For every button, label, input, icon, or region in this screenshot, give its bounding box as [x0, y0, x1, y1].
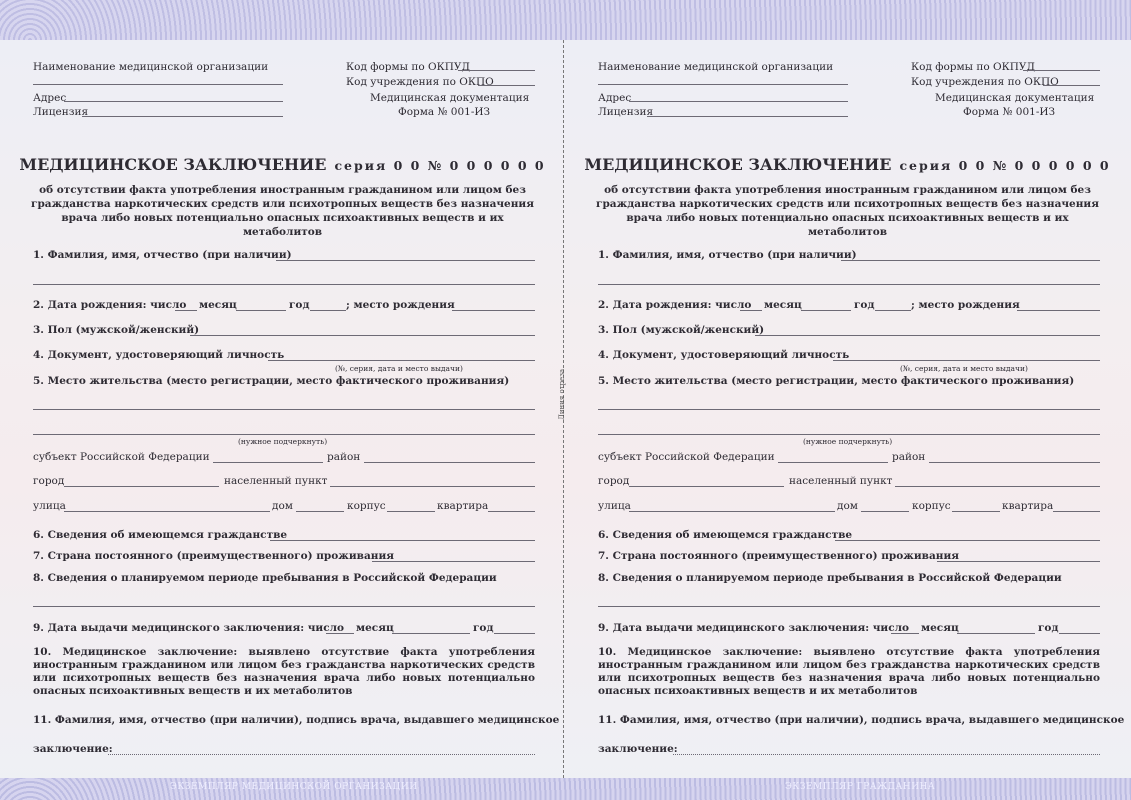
birth-day-input[interactable] — [740, 310, 762, 311]
birth-year-input[interactable] — [875, 310, 911, 311]
city-input[interactable] — [64, 486, 219, 487]
building-label: корпус — [347, 500, 386, 512]
street-label: улица — [598, 500, 631, 512]
birth-place-label: ; место рождения — [911, 299, 1020, 311]
country-label: 7. Страна постоянного (преимущественного) проживания — [33, 550, 394, 562]
id-document-hint: (№, серия, дата и место выдачи) — [335, 364, 463, 373]
subject-label: субъект Российской Федерации — [598, 451, 775, 463]
okpo-label: Код учреждения по ОКПО — [346, 76, 494, 88]
birth-place-label: ; место рождения — [346, 299, 455, 311]
signature-label: заключение: — [33, 743, 113, 755]
med-doc-label: Медицинская документация — [370, 92, 530, 104]
okpud-field[interactable] — [1023, 70, 1100, 71]
org-name-label: Наименование медицинской организации — [598, 61, 834, 73]
signature-label: заключение: — [598, 743, 678, 755]
issue-year-input[interactable] — [1059, 633, 1100, 634]
birth-month-label: месяц — [764, 299, 802, 311]
building-input[interactable] — [387, 511, 435, 512]
license-label: Лицензия — [33, 106, 89, 118]
address-label: Адрес — [598, 92, 632, 104]
doctor-label: 11. Фамилия, имя, отчество (при наличии), подпись врача, выдавшего медицинское — [33, 714, 560, 726]
org-name-field[interactable] — [598, 84, 848, 85]
field-1-label: 1. Фамилия, имя, отчество (при наличии) — [33, 249, 292, 261]
birth-month-label: месяц — [199, 299, 237, 311]
birth-year-label: год — [854, 299, 875, 311]
stay-period-input[interactable] — [598, 606, 1100, 607]
okpo-field[interactable] — [478, 85, 535, 86]
birth-date-label: 2. Дата рождения: число — [598, 299, 752, 311]
city-input[interactable] — [629, 486, 784, 487]
issue-month-label: месяц — [921, 622, 959, 634]
birth-place-input[interactable] — [452, 310, 535, 311]
document-title — [0, 155, 565, 174]
district-input[interactable] — [364, 462, 535, 463]
address-field[interactable] — [64, 101, 283, 102]
locality-label: населенный пункт — [789, 475, 893, 487]
country-label: 7. Страна постоянного (преимущественного) проживания — [598, 550, 959, 562]
okpo-field[interactable] — [1043, 85, 1100, 86]
issue-year-input[interactable] — [494, 633, 535, 634]
field-1-input-2[interactable] — [598, 284, 1100, 285]
citizenship-label: 6. Сведения об имеющемся гражданстве — [33, 529, 288, 541]
issue-month-input[interactable] — [957, 633, 1035, 634]
field-1-input[interactable] — [276, 260, 535, 261]
stay-period-label: 8. Сведения о планируемом периоде пребывания в Российской Федерации — [33, 572, 497, 584]
okpud-label: Код формы по ОКПУД — [346, 61, 471, 73]
series-number: серия 0 0 № 0 0 0 0 0 0 — [334, 158, 546, 173]
address-label: Адрес — [33, 92, 67, 104]
city-label: город — [598, 475, 630, 487]
form-number: Форма № 001-ИЗ — [398, 106, 491, 118]
building-input[interactable] — [952, 511, 1000, 512]
apartment-label: квартира — [1002, 500, 1054, 512]
conclusion-text: 10. Медицинское заключение: выявлено отсутствие факта употребления иностранным гражданином или лицом без гражданства наркотических средств или психотропных веществ без назначения врача либо новых потенциально опасных психоактивных веществ и их метаболитов — [33, 646, 535, 697]
locality-label: населенный пункт — [224, 475, 328, 487]
license-field[interactable] — [82, 116, 283, 117]
sex-label: 3. Пол (мужской/женский) — [598, 324, 765, 336]
issue-year-label: год — [473, 622, 494, 634]
document-subtitle: об отсутствии факта употребления иностранным гражданином или лицом без гражданства наркотических средств или психотропных веществ без назначения врача либо новых потенциально опасных психоактивных веществ и их метаболитов — [596, 184, 1099, 238]
cut-line-label: Линия отреза — [558, 368, 566, 420]
district-label: район — [327, 451, 361, 463]
street-input[interactable] — [629, 511, 835, 512]
id-document-input[interactable] — [268, 360, 535, 361]
document-title — [565, 155, 1130, 174]
med-doc-label: Медицинская документация — [935, 92, 1095, 104]
birth-year-label: год — [289, 299, 310, 311]
conclusion-text: 10. Медицинское заключение: выявлено отсутствие факта употребления иностранным гражданином или лицом без гражданства наркотических средств или психотропных веществ без назначения врача либо новых потенциально опасных психоактивных веществ и их метаболитов — [598, 646, 1100, 697]
street-input[interactable] — [64, 511, 270, 512]
birth-date-label: 2. Дата рождения: число — [33, 299, 187, 311]
copy-citizen — [565, 0, 1130, 800]
street-label: улица — [33, 500, 66, 512]
locality-input[interactable] — [330, 486, 535, 487]
city-label: город — [33, 475, 65, 487]
residence-label: 5. Место жительства (место регистрации, место фактического проживания) — [33, 375, 510, 387]
copy-label: ЭКЗЕМПЛЯР МЕДИЦИНСКОЙ ОРГАНИЗАЦИИ — [170, 782, 418, 792]
title-text: МЕДИЦИНСКОЕ ЗАКЛЮЧЕНИЕ — [584, 155, 892, 174]
doctor-label: 11. Фамилия, имя, отчество (при наличии), подпись врача, выдавшего медицинское — [598, 714, 1125, 726]
okpud-label: Код формы по ОКПУД — [911, 61, 1036, 73]
sex-label: 3. Пол (мужской/женский) — [33, 324, 200, 336]
field-1-input[interactable] — [841, 260, 1100, 261]
issue-year-label: год — [1038, 622, 1059, 634]
birth-year-input[interactable] — [310, 310, 346, 311]
residence-input-1[interactable] — [598, 409, 1100, 410]
citizenship-input[interactable] — [270, 540, 535, 541]
birth-month-input[interactable] — [801, 310, 851, 311]
house-input[interactable] — [861, 511, 909, 512]
residence-input-1[interactable] — [33, 409, 535, 410]
org-name-field[interactable] — [33, 84, 283, 85]
residence-label: 5. Место жительства (место регистрации, место фактического проживания) — [598, 375, 1075, 387]
residence-input-2[interactable] — [598, 434, 1100, 435]
copy-label: ЭКЗЕМПЛЯР ГРАЖДАНИНА — [785, 782, 936, 792]
license-field[interactable] — [647, 116, 848, 117]
copy-medical-organization — [0, 0, 565, 800]
subject-label: субъект Российской Федерации — [33, 451, 210, 463]
signature-input[interactable] — [108, 754, 535, 755]
sex-input[interactable] — [190, 335, 535, 336]
field-1-label: 1. Фамилия, имя, отчество (при наличии) — [598, 249, 857, 261]
subject-input[interactable] — [213, 462, 323, 463]
series-number: серия 0 0 № 0 0 0 0 0 0 — [899, 158, 1111, 173]
citizenship-label: 6. Сведения об имеющемся гражданстве — [598, 529, 853, 541]
id-document-input[interactable] — [833, 360, 1100, 361]
building-label: корпус — [912, 500, 951, 512]
form-number: Форма № 001-ИЗ — [963, 106, 1056, 118]
citizenship-input[interactable] — [835, 540, 1100, 541]
country-input[interactable] — [372, 561, 535, 562]
okpo-label: Код учреждения по ОКПО — [911, 76, 1059, 88]
license-label: Лицензия — [598, 106, 654, 118]
org-name-label: Наименование медицинской организации — [33, 61, 269, 73]
residence-hint: (нужное подчеркнуть) — [803, 437, 893, 446]
birth-place-input[interactable] — [1017, 310, 1100, 311]
address-field[interactable] — [629, 101, 848, 102]
birth-month-input[interactable] — [236, 310, 286, 311]
issue-month-input[interactable] — [392, 633, 470, 634]
issue-date-label: 9. Дата выдачи медицинского заключения: число — [33, 622, 345, 634]
stay-period-input[interactable] — [33, 606, 535, 607]
birth-day-input[interactable] — [175, 310, 197, 311]
signature-input[interactable] — [673, 754, 1100, 755]
country-input[interactable] — [937, 561, 1100, 562]
apartment-label: квартира — [437, 500, 489, 512]
house-label: дом — [272, 500, 293, 512]
issue-day-input[interactable] — [891, 633, 919, 634]
document-subtitle: об отсутствии факта употребления иностранным гражданином или лицом без гражданства наркотических средств или психотропных веществ без назначения врача либо новых потенциально опасных психоактивных веществ и их метаболитов — [31, 184, 534, 238]
district-label: район — [892, 451, 926, 463]
sex-input[interactable] — [755, 335, 1100, 336]
id-document-label: 4. Документ, удостоверяющий личность — [33, 349, 285, 361]
house-label: дом — [837, 500, 858, 512]
id-document-hint: (№, серия, дата и место выдачи) — [900, 364, 1028, 373]
residence-hint: (нужное подчеркнуть) — [238, 437, 328, 446]
apartment-input[interactable] — [1053, 511, 1100, 512]
okpud-field[interactable] — [458, 70, 535, 71]
issue-month-label: месяц — [356, 622, 394, 634]
subject-input[interactable] — [778, 462, 888, 463]
field-1-input-2[interactable] — [33, 284, 535, 285]
house-input[interactable] — [296, 511, 344, 512]
apartment-input[interactable] — [488, 511, 535, 512]
district-input[interactable] — [929, 462, 1100, 463]
id-document-label: 4. Документ, удостоверяющий личность — [598, 349, 850, 361]
residence-input-2[interactable] — [33, 434, 535, 435]
issue-date-label: 9. Дата выдачи медицинского заключения: число — [598, 622, 910, 634]
locality-input[interactable] — [895, 486, 1100, 487]
title-text: МЕДИЦИНСКОЕ ЗАКЛЮЧЕНИЕ — [19, 155, 327, 174]
issue-day-input[interactable] — [326, 633, 354, 634]
stay-period-label: 8. Сведения о планируемом периоде пребывания в Российской Федерации — [598, 572, 1062, 584]
